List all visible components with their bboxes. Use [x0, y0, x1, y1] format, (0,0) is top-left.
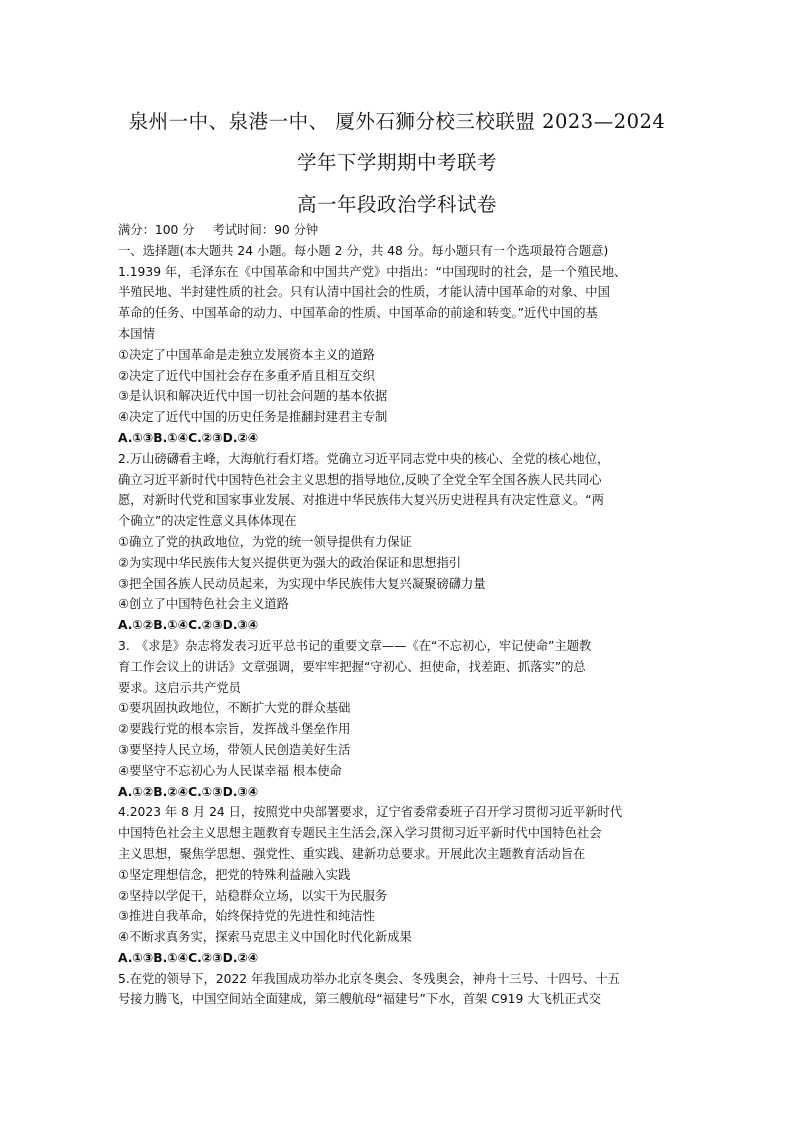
question-stem-line: 主义思想，聚焦学思想、强党性、重实践、建新功总要求。开展此次主题教育活动旨在	[118, 846, 586, 861]
question-stem-line: 个确立”的决定性意义具体体现在	[118, 514, 297, 529]
question-1	[118, 262, 684, 449]
question-option: ④创立了中国特色社会主义道路	[118, 597, 289, 612]
question-option: ②决定了近代中国社会存在多重矛盾且相互交织	[118, 368, 375, 383]
question-option: ④要坚守不忘初心为人民谋幸福 根本使命	[118, 763, 342, 778]
question-choices: A.①②B.②④C.①③D.③④	[118, 784, 259, 799]
question-stem-line: 确立习近平新时代中国特色社会主义思想的指导地位,反映了全党全军全国各族人民共同心	[118, 472, 602, 487]
question-stem-line: 3. 《求是》杂志将发表习近平总书记的重要文章——《在“不忘初心，牢记使命”主题教	[118, 638, 592, 653]
question-stem-line: 本国情	[118, 326, 155, 341]
question-option: ①决定了中国革命是走独立发展资本主义的道路	[118, 347, 375, 362]
question-option: ③是认识和解决近代中国一切社会问题的基本依据	[118, 389, 388, 404]
question-option: ②要践行党的根本宗旨，发挥战斗堡垒作用	[118, 722, 351, 737]
question-stem-line: 号接力腾飞，中国空间站全面建成，第三艘航母“福建号”下水，首架 C919 大飞机正式交	[118, 992, 602, 1007]
exam-content	[118, 220, 684, 1010]
question-option: ③把全国各族人民动员起来，为实现中华民族伟大复兴凝聚磅礴力量	[118, 576, 486, 591]
section-heading: 一、选择题(本大题共 24 小题。每小题 2 分，共 48 分。每小题只有一个选项最符合题意)	[118, 243, 609, 258]
exam-title-line-3: 高一年段政治学科试卷	[296, 193, 497, 216]
question-option: ④决定了近代中国的历史任务是推翻封建君主专制	[118, 410, 388, 425]
score-info: 满分：100 分	[118, 223, 195, 237]
question-4	[118, 802, 684, 968]
question-option: ①确立了党的执政地位，为党的统一领导提供有力保证	[118, 534, 412, 549]
question-option: ③推进自我革命，始终保持党的先进性和纯洁性	[118, 909, 375, 924]
question-option: ②为实现中华民族伟大复兴提供更为强大的政治保证和思想指引	[118, 555, 462, 570]
exam-meta	[118, 220, 684, 241]
question-choices: A.①②B.①④C.②③D.③④	[118, 618, 259, 633]
question-stem-line: 革命的任务、中国革命的动力、中国革命的性质、中国革命的前途和转变。”近代中国的基	[118, 306, 598, 321]
question-stem-line: 4.2023 年 8 月 24 日，按照党中央部署要求，辽宁省委常委班子召开学习贯彻习近平新时代	[118, 805, 623, 820]
question-option: ③要坚持人民立场，带领人民创造美好生活	[118, 742, 351, 757]
question-5	[118, 969, 684, 1011]
question-stem-line: 育工作会议上的讲话》文章强调，要牢牢把握“守初心、担使命，找差距、抓落实”的总	[118, 659, 586, 674]
question-stem-line: 2.万山磅礴看主峰，大海航行看灯塔。党确立习近平同志党中央的核心、全党的核心地位，	[118, 451, 610, 466]
question-choices: A.①③B.①④C.②③D.②④	[118, 430, 259, 445]
question-option: ①要巩固执政地位，不断扩大党的群众基础	[118, 701, 351, 716]
question-3	[118, 636, 684, 802]
exam-title-line-1: 泉州一中、泉港一中、 厦外石狮分校三校联盟 2023—2024	[128, 110, 666, 133]
question-option: ①坚定理想信念，把党的特殊利益融入实践	[118, 867, 351, 882]
question-stem-line: 要求。这启示共产党员	[118, 680, 241, 695]
question-choices: A.①③B.①④C.②③D.②④	[118, 950, 259, 965]
exam-title-line-2: 学年下学期期中考联考	[296, 151, 497, 174]
time-info: 考试时间：90 分钟	[212, 223, 319, 237]
question-stem-line: 5.在党的领导下，2022 年我国成功举办北京冬奥会、冬残奥会，神舟十三号、十四号、十五	[118, 971, 620, 986]
question-option: ②坚持以学促干，站稳群众立场，以实干为民服务	[118, 888, 388, 903]
question-stem-line: 愿，对新时代党和国家事业发展、对推进中华民族伟大复兴历史进程具有决定性意义。“两	[118, 493, 604, 508]
question-stem-line: 1.1939 年，毛泽东在《中国革命和中国共产党》中指出：“中国现时的社会，是一个殖民地、	[118, 264, 627, 279]
question-stem-line: 中国特色社会主义思想主题教育专题民主生活会,深入学习贯彻习近平新时代中国特色社会	[118, 826, 602, 841]
question-stem-line: 半殖民地、半封建性质的社会。只有认清中国社会的性质，才能认清中国革命的对象、中国	[118, 285, 610, 300]
question-option: ④不断求真务实，探索马克思主义中国化时代化新成果	[118, 930, 412, 945]
question-2	[118, 449, 684, 636]
